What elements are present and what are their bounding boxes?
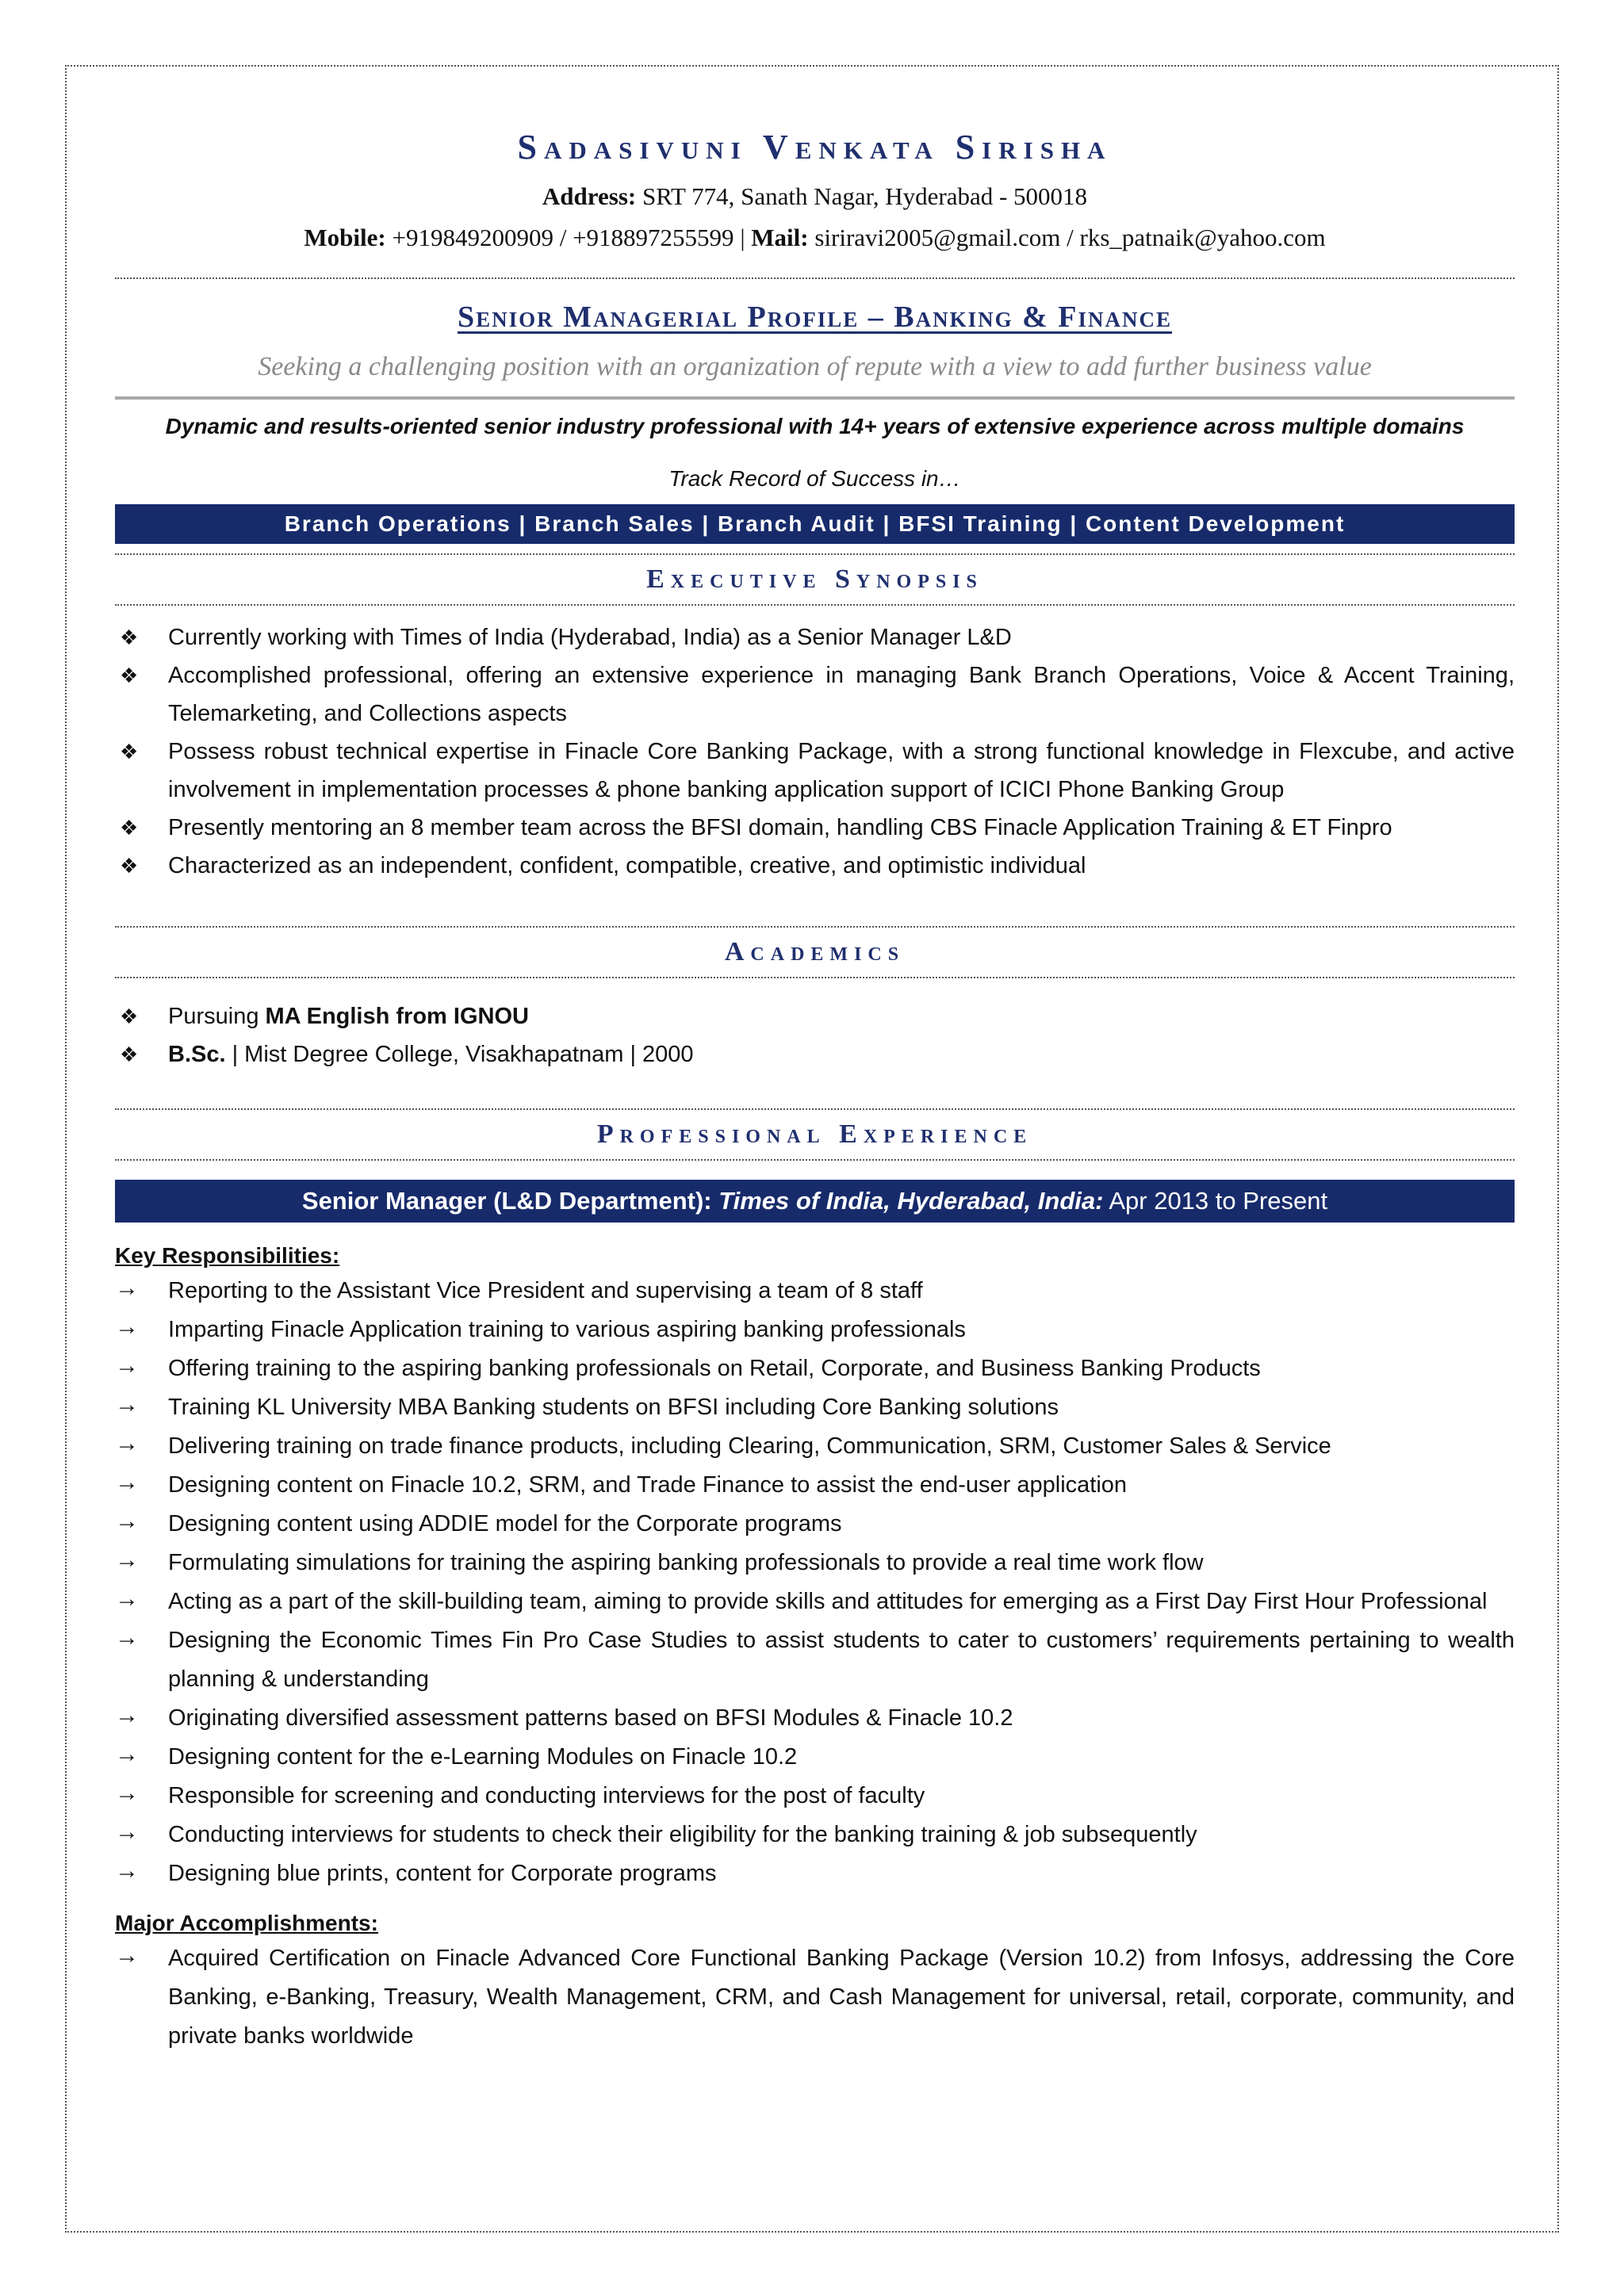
mail-label: Mail: [751, 224, 809, 251]
accomplishments-list [115, 1939, 1515, 2056]
divider [115, 396, 1515, 400]
list-item [115, 1427, 1515, 1466]
list-item [115, 1699, 1515, 1738]
list-item [115, 1505, 1515, 1544]
list-item-text: Acting as a part of the skill-building team, aiming to provide skills and attitudes for emerging as a First Day First Hour Professional [168, 1589, 1488, 1614]
resume-document [115, 119, 1515, 2056]
academics-degree: MA English from IGNOU [265, 1004, 529, 1029]
list-item-text: Formulating simulations for training the aspiring banking professionals to provide a real time work flow [168, 1550, 1204, 1575]
mail-value: siriravi2005@gmail.com / rks_patnaik@yahoo.com [814, 224, 1326, 251]
list-item [115, 1854, 1515, 1893]
list-item [115, 1035, 1515, 1073]
profile-summary: Dynamic and results-oriented senior industry professional with 14+ years of extensive experience across multiple domains [165, 414, 1465, 438]
list-item [115, 847, 1515, 885]
four-diamond-bullet-icon: ❖ [120, 664, 139, 687]
accomplishments-label: Major Accomplishments: [115, 1911, 378, 1935]
address-line [115, 176, 1515, 217]
right-arrow-bullet-icon: → [115, 1624, 139, 1651]
right-arrow-bullet-icon: → [115, 1942, 139, 1969]
list-item-text: Imparting Finacle Application training to various aspiring banking professionals [168, 1317, 966, 1342]
list-item-text: Designing the Economic Times Fin Pro Case Studies to assist students to cater to customers’ requirements pertaining to wealth planning & understanding [168, 1628, 1515, 1692]
academics-list [115, 997, 1515, 1073]
list-item-text: Designing content on Finacle 10.2, SRM, and Trade Finance to assist the end-user application [168, 1472, 1128, 1498]
list-item [115, 656, 1515, 733]
list-item [115, 997, 1515, 1035]
job-period: Apr 2013 to Present [1109, 1187, 1328, 1215]
list-item-text: Conducting interviews for students to check their eligibility for the banking training & job subsequently [168, 1822, 1197, 1847]
divider [115, 977, 1515, 978]
list-item-text: Delivering training on trade finance products, including Clearing, Communication, SRM, Customer Sales & Service [168, 1433, 1331, 1459]
academics-details: | Mist Degree College, Visakhapatnam | 2000 [225, 1042, 694, 1067]
list-item [115, 1582, 1515, 1621]
domains-bar: Branch Operations | Branch Sales | Branch Audit | BFSI Training | Content Development [115, 504, 1515, 544]
address-value: SRT 774, Sanath Nagar, Hyderabad - 500018 [642, 182, 1088, 210]
job-role: Senior Manager (L&D Department): [301, 1187, 712, 1215]
responsibilities-list [115, 1272, 1515, 1893]
contact-separator: | [740, 224, 745, 251]
job-company: Times of India, Hyderabad, India: [718, 1187, 1104, 1215]
list-item [115, 1466, 1515, 1505]
right-arrow-bullet-icon: → [115, 1508, 139, 1534]
right-arrow-bullet-icon: → [115, 1547, 139, 1573]
contact-line [115, 217, 1515, 258]
list-item-text: Designing content using ADDIE model for the Corporate programs [168, 1511, 842, 1536]
list-item [115, 1621, 1515, 1699]
responsibilities-label: Key Responsibilities: [115, 1243, 340, 1268]
profile-title: Senior Managerial Profile – Banking & Finance [458, 300, 1172, 334]
right-arrow-bullet-icon: → [115, 1586, 139, 1612]
right-arrow-bullet-icon: → [115, 1469, 139, 1495]
four-diamond-bullet-icon: ❖ [120, 626, 139, 649]
list-item-text: Training KL University MBA Banking students on BFSI including Core Banking solutions [168, 1395, 1059, 1420]
list-item [115, 1738, 1515, 1777]
list-item-text: Presently mentoring an 8 member team across the BFSI domain, handling CBS Finacle Application Training & ET Finpro [168, 815, 1392, 840]
list-item-text: Currently working with Times of India (Hyderabad, India) as a Senior Manager L&D [168, 625, 1012, 650]
right-arrow-bullet-icon: → [115, 1702, 139, 1728]
right-arrow-bullet-icon: → [115, 1314, 139, 1340]
experience-header-bar [115, 1180, 1515, 1223]
list-item-text: Acquired Certification on Finacle Advanced Core Functional Banking Package (Version 10.2) from Infosys, addressing the Core Banking, e-Banking, Treasury, Wealth Management, CRM, and Cash Management for universal, retail, corporate, community, and private banks worldwide [168, 1946, 1515, 2049]
list-item-text: Reporting to the Assistant Vice President and supervising a team of 8 staff [168, 1278, 923, 1303]
list-item [115, 733, 1515, 809]
list-item [115, 1816, 1515, 1854]
list-item [115, 1349, 1515, 1388]
list-item [115, 1777, 1515, 1816]
four-diamond-bullet-icon: ❖ [120, 816, 139, 840]
right-arrow-bullet-icon: → [115, 1275, 139, 1301]
section-title-synopsis: Executive Synopsis [646, 564, 983, 594]
mobile-value: +919849200909 / +918897255599 [392, 224, 734, 251]
list-item [115, 1272, 1515, 1311]
list-item [115, 1311, 1515, 1349]
list-item-text: Characterized as an independent, confident, compatible, creative, and optimistic individual [168, 853, 1086, 878]
right-arrow-bullet-icon: → [115, 1858, 139, 1884]
list-item-text: Possess robust technical expertise in Finacle Core Banking Package, with a strong functional knowledge in Flexcube, and active involvement in implementation processes & phone banking application support of ICICI Phone Banking Group [168, 739, 1515, 802]
section-title-experience: Professional Experience [596, 1119, 1033, 1149]
synopsis-list [115, 618, 1515, 885]
list-item [115, 809, 1515, 847]
list-item [115, 1939, 1515, 2056]
academics-item-prefix: Pursuing [168, 1004, 266, 1029]
four-diamond-bullet-icon: ❖ [120, 854, 139, 878]
divider [115, 604, 1515, 606]
four-diamond-bullet-icon: ❖ [120, 740, 139, 763]
section-title-academics: Academics [724, 937, 906, 966]
list-item-text: Accomplished professional, offering an extensive experience in managing Bank Branch Operations, Voice & Accent Training, Telemarketing, and Collections aspects [168, 663, 1515, 726]
address-label: Address: [542, 182, 637, 210]
academics-degree: B.Sc. [168, 1042, 226, 1067]
objective-statement: Seeking a challenging position with an organization of repute with a view to add further business value [258, 352, 1372, 381]
right-arrow-bullet-icon: → [115, 1741, 139, 1767]
right-arrow-bullet-icon: → [115, 1353, 139, 1379]
right-arrow-bullet-icon: → [115, 1391, 139, 1418]
candidate-name: Sadasivuni Venkata Sirisha [517, 128, 1113, 166]
list-item-text: Responsible for screening and conducting interviews for the post of faculty [168, 1783, 925, 1808]
divider [115, 1159, 1515, 1161]
four-diamond-bullet-icon: ❖ [120, 1043, 139, 1066]
list-item-text: Designing content for the e-Learning Modules on Finacle 10.2 [168, 1744, 798, 1770]
list-item [115, 1544, 1515, 1582]
divider [115, 277, 1515, 279]
list-item [115, 618, 1515, 656]
right-arrow-bullet-icon: → [115, 1780, 139, 1806]
list-item-text: Designing blue prints, content for Corporate programs [168, 1861, 717, 1886]
track-record-label: Track Record of Success in… [668, 466, 961, 491]
right-arrow-bullet-icon: → [115, 1430, 139, 1456]
four-diamond-bullet-icon: ❖ [120, 1004, 139, 1028]
list-item-text: Originating diversified assessment patterns based on BFSI Modules & Finacle 10.2 [168, 1705, 1013, 1731]
list-item-text: Offering training to the aspiring banking professionals on Retail, Corporate, and Business Banking Products [168, 1356, 1261, 1381]
right-arrow-bullet-icon: → [115, 1819, 139, 1845]
list-item [115, 1388, 1515, 1427]
mobile-label: Mobile: [304, 224, 386, 251]
